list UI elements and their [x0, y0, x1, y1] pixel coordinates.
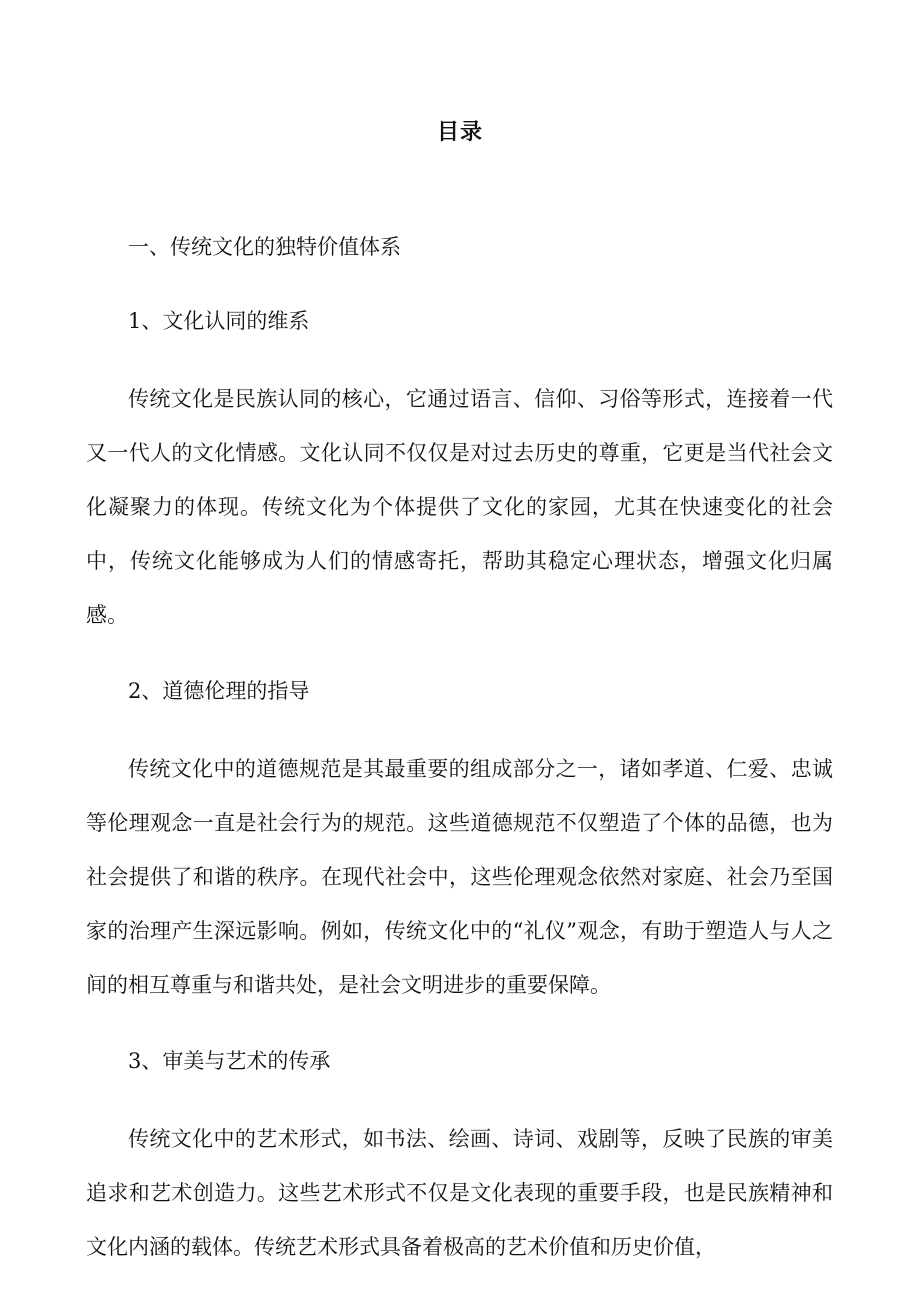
section-heading-main: 一、传统文化的独特价值体系 — [128, 235, 401, 259]
section-heading-2: 2、道德伦理的指导 — [128, 679, 310, 703]
section-paragraph-3: 传统文化中的艺术形式，如书法、绘画、诗词、戏剧等，反映了民族的审美追求和艺术创造力。这些艺术形式不仅是文化表现的重要手段，也是民族精神和文化内涵的载体。传统艺术形式具备着极高的艺术价值和历史价值， — [86, 1127, 833, 1259]
section-heading-3: 3、审美与艺术的传承 — [128, 1049, 331, 1073]
document-body — [86, 228, 833, 1304]
section-heading-1: 1、文化认同的维系 — [128, 309, 310, 333]
section-paragraph-1: 传统文化是民族认同的核心，它通过语言、信仰、习俗等形式，连接着一代又一代人的文化情感。文化认同不仅仅是对过去历史的尊重，它更是当代社会文化凝聚力的体现。传统文化为个体提供了文化的家园，尤其在快速变化的社会中，传统文化能够成为人们的情感寄托，帮助其稳定心理状态，增强文化归属感。 — [86, 387, 833, 627]
page-title: 目录 — [436, 119, 483, 145]
section-paragraph-2: 传统文化中的道德规范是其最重要的组成部分之一，诸如孝道、仁爱、忠诚等伦理观念一直是社会行为的规范。这些道德规范不仅塑造了个体的品德，也为社会提供了和谐的秩序。在现代社会中，这些伦理观念依然对家庭、社会乃至国家的治理产生深远影响。例如，传统文化中的“礼仪”观念，有助于塑造人与人之间的相互尊重与和谐共处，是社会文明进步的重要保障。 — [86, 757, 833, 997]
